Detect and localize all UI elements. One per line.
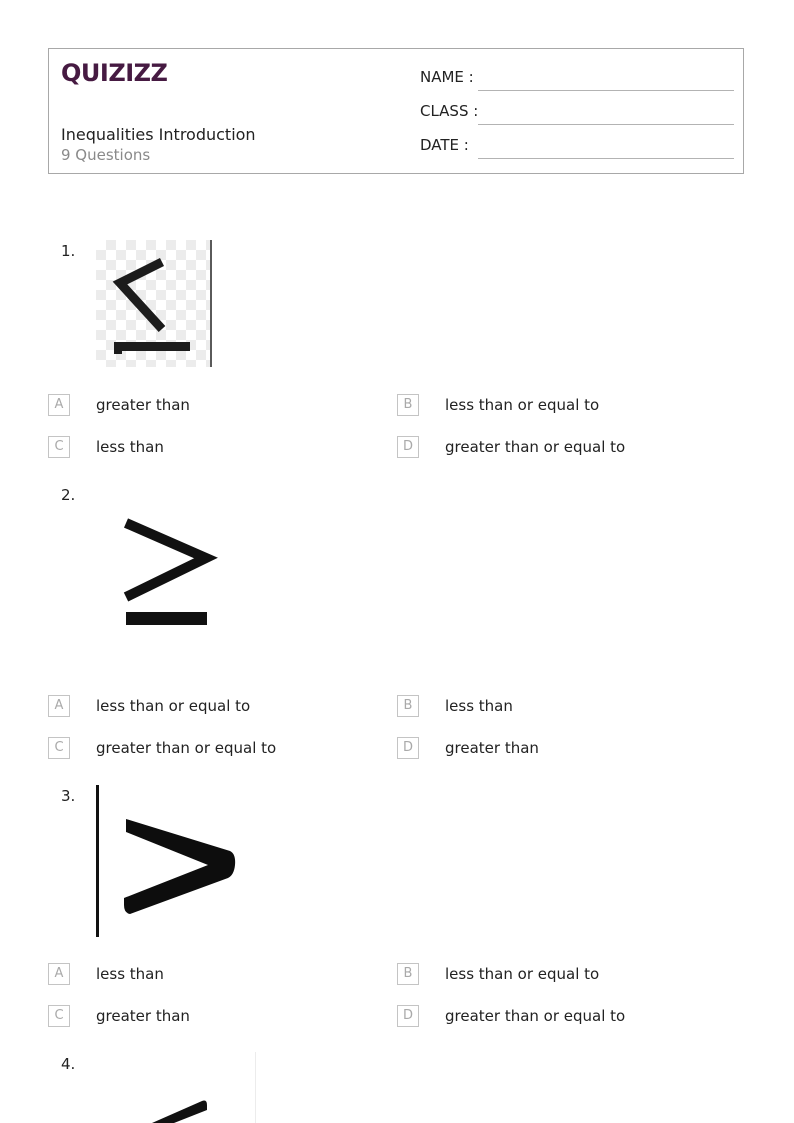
question-number: 3. bbox=[61, 787, 76, 805]
class-label: CLASS : bbox=[420, 102, 479, 120]
class-field[interactable] bbox=[420, 102, 734, 126]
greater-than-or-equal-symbol-image bbox=[96, 518, 226, 634]
question-number: 4. bbox=[61, 1055, 76, 1073]
worksheet-header bbox=[48, 48, 744, 174]
option-letter: B bbox=[397, 963, 419, 985]
less-than-or-equal-symbol-image bbox=[96, 240, 210, 367]
option-text: greater than bbox=[445, 739, 539, 757]
option-letter: A bbox=[48, 963, 70, 985]
quizizz-logo: QUIZIZZ bbox=[61, 59, 168, 87]
question-number: 2. bbox=[61, 486, 76, 504]
option-letter: C bbox=[48, 737, 70, 759]
option-letter: A bbox=[48, 695, 70, 717]
greater-than-symbol-image bbox=[96, 785, 246, 937]
option-text: less than bbox=[96, 965, 164, 983]
option-text: less than or equal to bbox=[445, 396, 600, 414]
option-text: greater than bbox=[96, 396, 190, 414]
option-text: less than bbox=[96, 438, 164, 456]
name-field[interactable] bbox=[420, 68, 734, 92]
option-text: greater than or equal to bbox=[445, 438, 626, 456]
option-letter: C bbox=[48, 436, 70, 458]
option-text: greater than or equal to bbox=[445, 1007, 626, 1025]
option-letter: A bbox=[48, 394, 70, 416]
option-letter: B bbox=[397, 394, 419, 416]
question-count: 9 Questions bbox=[61, 146, 151, 164]
option-text: greater than or equal to bbox=[96, 739, 277, 757]
question-number: 1. bbox=[61, 242, 76, 260]
option-letter: B bbox=[397, 695, 419, 717]
option-letter: D bbox=[397, 737, 419, 759]
date-line[interactable] bbox=[478, 158, 734, 159]
option-letter: C bbox=[48, 1005, 70, 1027]
option-text: less than or equal to bbox=[445, 965, 600, 983]
name-label: NAME : bbox=[420, 68, 474, 86]
option-text: less than bbox=[445, 697, 513, 715]
date-label: DATE : bbox=[420, 136, 469, 154]
name-line[interactable] bbox=[478, 90, 734, 91]
class-line[interactable] bbox=[478, 124, 734, 125]
option-text: less than or equal to bbox=[96, 697, 251, 715]
inequality-symbol-partial-image bbox=[96, 1052, 258, 1123]
option-letter: D bbox=[397, 436, 419, 458]
option-letter: D bbox=[397, 1005, 419, 1027]
option-text: greater than bbox=[96, 1007, 190, 1025]
date-field[interactable] bbox=[420, 136, 734, 160]
worksheet-title: Inequalities Introduction bbox=[61, 125, 256, 144]
